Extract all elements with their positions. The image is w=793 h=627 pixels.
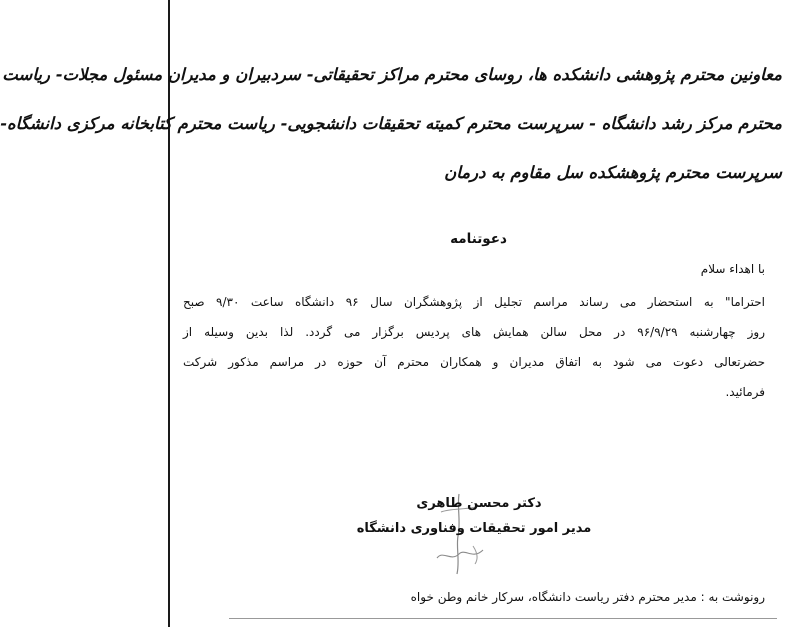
body-line-1: احتراما" به استحضار می رساند مراسم تجلیل از پژوهشگران سال ۹۶ دانشگاه ساعت ۹/۳۰ صبح — [183, 295, 765, 309]
signer-title: مدیر امور تحقیقات وفناوری دانشگاه — [356, 521, 592, 536]
recipients-line-3: سرپرست محترم پژوهشکده سل مقاوم به درمان — [444, 163, 782, 182]
recipients-block — [0, 50, 782, 197]
letter-body — [183, 287, 765, 407]
document-title: دعوتنامه — [450, 231, 507, 247]
body-line-3: حضرتعالی دعوت می شود به اتفاق مدیران و همکاران محترم آن حوزه در مراسم مذکور شرکت — [183, 355, 765, 369]
body-line-2: روز چهارشنبه ۹۶/۹/۲۹ در محل سالن همایش های پردیس برگزار می گردد. لذا بدین وسیله از — [183, 325, 765, 339]
signer-name: دکتر محسن طاهری — [416, 496, 542, 511]
recipients-line-2: محترم مرکز رشد دانشگاه - سرپرست محترم کمیته تحقیقات دانشجویی- ریاست محترم کتابخانه مرکزی دانشگاه- — [0, 114, 782, 133]
recipients-line-1: معاونین محترم پژوهشی دانشکده ها، روسای محترم مراکز تحقیقاتی- سردبیران و مدیران مسئول مجلات- ریاست — [2, 65, 782, 84]
bottom-divider — [229, 618, 777, 619]
body-line-4: فرمائید. — [725, 385, 765, 399]
greeting: با اهداء سلام — [700, 262, 765, 276]
cc-line: رونوشت به : مدیر محترم دفتر ریاست دانشگاه، سرکار خانم وطن خواه — [410, 590, 765, 604]
